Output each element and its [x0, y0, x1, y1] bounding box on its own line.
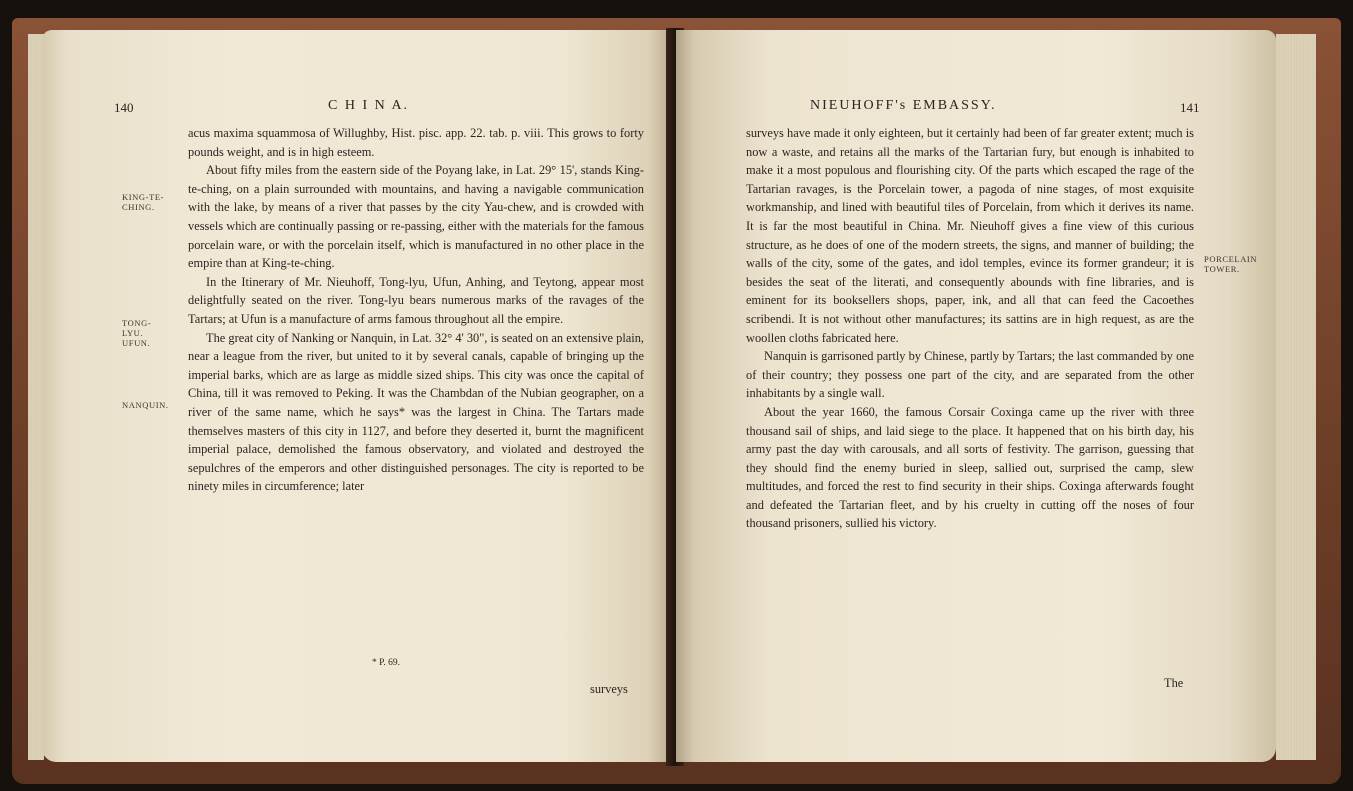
left-page-number: 140	[114, 100, 134, 115]
margin-note-tong-lyu: TONG-LYU. UFUN.	[122, 318, 152, 348]
margin-note-nanquin: NANQUIN.	[122, 400, 169, 410]
right-body-text	[746, 124, 1194, 533]
right-page-edges	[1276, 34, 1316, 760]
right-running-head: NIEUHOFF's EMBASSY.	[810, 98, 997, 113]
left-paragraph-3: In the Itinerary of Mr. Nieuhoff, Tong-lyu, Ufun, Anhing, and Teytong, appear most delightfully seated on the river. Tong-lyu bears numerous marks of the ravages of the Tartars; at Ufun is a manufacture of arms famous throughout all the empire.	[188, 274, 644, 326]
left-paragraph-2: About fifty miles from the eastern side of the Poyang lake, in Lat. 29° 15', stands King-te-ching, on a plain surrounded with mountains, and having a navigable communication with the lake, by means of a river that passes by the city Yau-chew, and is crowded with vessels which are continually passing or re-passing, either with the materials for the famous porcelain ware, or with the porcelain itself, which is manufactured in no other place in the empire than at King-te-ching.	[188, 163, 644, 271]
right-paragraph-1: surveys have made it only eighteen, but it certainly had been of far greater extent; much is now a waste, and retains all the marks of the Tartarian fury, but enough is inhabited to make it a most populous and flourishing city. Of the parts which escaped the rage of the Tartarian ravages, is the Porcelain tower, a pagoda of nine stages, of most exquisite workmanship, and lined with beautiful tiles of Porcelain, from which it derives its name. It is far the most beautiful in China. Mr. Nieuhoff gives a fine view of this curious structure, as he does of one of the modern streets, the signs, and manner of building; the walls of the city, some of the gates, and idol temples, evince its former grandeur; it is besides the seat of the literati, and consequently abounds with fine libraries, and is eminent for its booksellers shops, paper, ink, and all that can feed the Cacoethes scribendi. It is not without other manufactures; its sattins are in high request, as are the woollen cloths fabricated here.	[746, 126, 1194, 345]
right-page	[676, 30, 1276, 762]
right-catchword: The	[1164, 676, 1184, 690]
right-page-number: 141	[1180, 100, 1200, 115]
left-paragraph-1: acus maxima squammosa of Willughby, Hist. pisc. app. 22. tab. p. viii. This grows to forty pounds weight, and is in high esteem.	[188, 126, 644, 159]
left-running-head: C H I N A.	[328, 98, 410, 113]
footnote: * P. 69.	[372, 658, 400, 668]
margin-note-porcelain-tower: PORCELAIN TOWER.	[1204, 254, 1258, 274]
margin-note-king-te-ching: KING-TE-CHING.	[122, 192, 165, 212]
right-paragraph-2: Nanquin is garrisoned partly by Chinese, partly by Tartars; the last commanded by one of their country; they possess one part of the city, and are separated from the other inhabitants by a single wall.	[746, 349, 1194, 401]
left-catchword: surveys	[590, 682, 628, 696]
left-body-text	[188, 124, 644, 496]
right-paragraph-3: About the year 1660, the famous Corsair Coxinga came up the river with three thousand sail of ships, and laid siege to the place. It happened that on his birth day, his army past the day with carousals, and all sorts of festivity. The garrison, guessing that they should find the enemy buried in sleep, sallied out, surprised the camp, slew multitudes, and forced the rest to find security in their ships. Coxinga afterwards fought and defeated the Tartarian fleet, and by his cruelty in cutting off the noses of four thousand prisoners, sullied his victory.	[746, 404, 1194, 531]
left-paragraph-4: The great city of Nanking or Nanquin, in Lat. 32° 4' 30", is seated on an extensive plain, near a league from the river, but united to it by several canals, capable of bringing up the imperial barks, which are as large as middle sized ships. This city was once the capital of China, till it was removed to Peking. It was the Chambdan of the Nubian geographer, on a river of the same name, which he says* was the largest in China. The Tartars made themselves masters of this city in 1127, and before they deserted it, burnt the magnificent imperial palace, demolished the famous observatory, and violated and destroyed the sepulchres of the emperors and other distinguished personages. The city is reported to be ninety miles in circumference; later	[188, 330, 644, 494]
left-page	[42, 30, 674, 762]
